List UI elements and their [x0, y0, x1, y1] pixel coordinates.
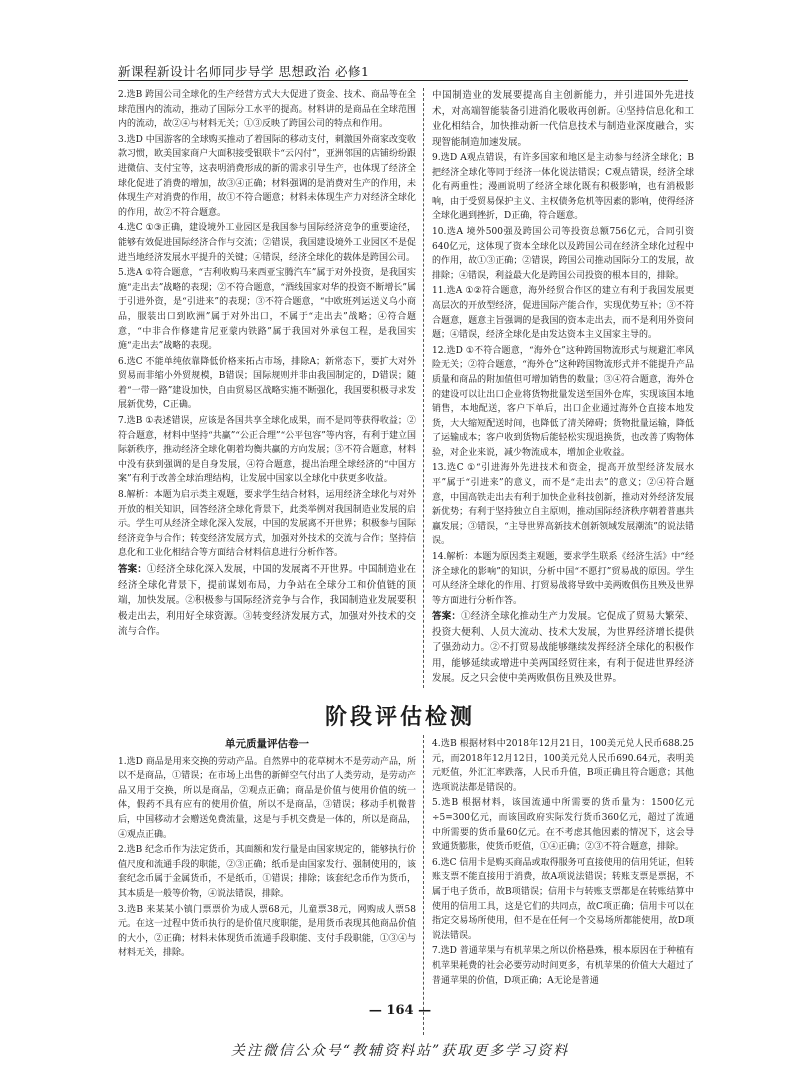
- answer-item: 2.选B 纪念币作为法定货币，其面额和发行量是由国家规定的，能够执行价值尺度和流通手段的职能，②③正确；纸币是由国家发行、强制使用的，该套纪念币属于金属货币，不是纸币，①错误；排除；该套纪念币作为货币，其本质是一般等价物，④说法错误，排除。: [118, 845, 416, 899]
- answer-item: 10.选A 境外500强及跨国公司等投资总额756亿元，合同引资640亿元，这体现了资本全球化以及跨国公司在经济全球化过程中的作用，故①③正确；②错误，跨国公司推动国际分工的发展，故排除；④错误，利益最大化是跨国公司投资的根本目的，排除。: [432, 226, 694, 281]
- answer-item: 7.选B ①表述错误，应该是各国共享全球化成果，而不是同等获得收益；②符合题意，材料中坚持“共赢”“公正合理”“公平包容”等内容，有利于建立国际新秩序，推动经济全球化朝着均衡共赢的方向发展；③不符合题意，材料中没有获到强调的是自身发展，④符合题意，提出治理全球经济的“中国方案”有利于改善全球治理结构，让发展中国家以全球化中获更多收益。: [118, 416, 416, 485]
- right-column-bottom: [432, 737, 694, 989]
- answer-item: 7.选D 普通苹果与有机苹果之所以价格悬殊，根本原因在于种植有机苹果耗费的社会必要劳动时间更多，有机苹果的价值大大超过了普通苹果的价值，D项正确；A无论是普通: [432, 946, 694, 986]
- answer-item: 9.选D A观点错误，有许多国家和地区是主动参与经济全球化；B把经济全球化等同于经济一体化说法错误；C观点错误，经济全球化有两重性；漫画说明了经济全球化既有积极影响，也有消极影响，由于受贸易保护主义、主权债务危机等因素的影响，使得经济全球化遇到挫折，D正确，符合题意。: [432, 153, 694, 222]
- answer-item: 4.选B 根据材料中2018年12月21日，100美元兑人民币688.25元，而2018年12月12日，100美元兑人民币690.64元，表明美元贬值，外汇汇率跌落，人民币升值，B项正确且符合题意；其他选项说法都是错误的。: [432, 739, 694, 793]
- answer-item: 11.选A ①②符合题意，海外经贸合作区的建立有利于我国发展更高层次的开放型经济，促进国际产能合作，实现优势互补；③不符合题意，题意主旨强调的是我国的资本走出去，而不是利用外资问题；④错误，经济全球化是由发达资本主义国家主导的。: [432, 286, 694, 341]
- section-title: 阶段评估检测: [324, 705, 475, 730]
- answer-item: 3.选B 来某某小镇门票票价为成人票68元，儿童票38元，网购成人票58元。在这一过程中货币执行的是价值尺度职能，是用货币表现其他商品价值的大小，②正确；材料未体现货币流通手段职能、支付手段职能，①③④与材料无关，排除。: [118, 904, 416, 959]
- answer-label: 答案：: [432, 611, 462, 623]
- running-header: 新课程新设计名师同步导学 思想政治 必修1: [118, 64, 370, 79]
- answer-item: 13.选C ①“引进海外先进技术和资金，提高开放型经济发展水平”属于“引进来”的意义，而不是“走出去”的意义；②④符合题意，中国高铁走出去有利于加快企业科技创新，推动对外经济发展新优势；有利于坚持独立自主原则，推动国际经济秩序朝着普惠共赢发展；③错误，“主导世界高新技术创新领域发展潮流”的说法错误。: [432, 463, 694, 547]
- answer-item: 5.选A ①符合题意，“吉利收购马来西亚宝腾汽车”属于对外投资，是我国实施“走出去”战略的表现；②不符合题意，“酒线国家对华的投资不断增长”属于引进外资，是“引进来”的表现；③不符合题意，“中欧班列运送义乌小商品，服装出口到欧洲”属于对外出口，不属于“走出去”战略；④符合题意，“中非合作修建肯尼亚蒙内铁路”属于我国对外承包工程，是我国实施“走出去”战略的表现。: [118, 268, 416, 352]
- answer-continuation: 中国制造业的发展要提高自主创新能力，并引进国外先进技术，对高端智能装备引进消化吸收再创新。④坚持信息化和工业化相结合，加快推动新一代信息技术与制造业深度融合，实现智能制造加速发展。: [432, 90, 694, 148]
- answer-item: 12.选D ①不符合题意，“海外仓”这种跨国物流形式与规避汇率风险无关；②符合题意，“海外仓”这种跨国物流形式并不能提升产品质量和商品的附加值但可增加销售的数量；③④符合题意，海外仓的建设可以让出口企业将货物批量发送至国外仓库，实现该国本地销售，本地配送，客户下单后，出口企业通过海外仓直接本地发货，大大缩短配送时间，也降低了清关障碍；货物批量运输，降低了运输成本；客户收到货物后能轻松实现退换货，也改善了购物体验，对企业来说，减少物流成本，增加企业收益。: [432, 345, 694, 458]
- answer-item: 6.选C 信用卡是购买商品或取得服务可直接使用的信用凭证，但转账支票不能直接用于消费，故A项说法错误；转账支票是票据，不属于电子货币，故B项错误；信用卡与转账支票都是在转账结算中使用的信用工具，这是它们的共同点，故C项正确；信用卡可以在指定交易场所使用，但不是在任何一个交易场所都能使用，故D项说法错误。: [432, 857, 694, 941]
- answer-label: 答案：: [118, 564, 147, 575]
- left-column-top: [118, 88, 416, 641]
- footer-note: 关注微信公众号“教辅资料站”获取更多学习资料: [230, 1043, 570, 1059]
- column-divider-bottom: [423, 735, 424, 1035]
- unit-title: 单元质量评估卷一: [225, 738, 309, 750]
- column-divider-top: [423, 88, 424, 688]
- answer-text: ①经济全球化推动生产力发展。它促成了贸易大繁荣、投资大便利、人员大流动、技术大发展，为世界经济增长提供了强劲动力。②不打贸易战能够继续发挥经济全球化的积极作用，能够延续或增进中美两国经贸往来，有利于促进世界经济发展。反之只会使中美两败俱伤且殃及世界。: [432, 611, 694, 685]
- answer-block: [432, 609, 694, 687]
- answer-item: 5.选B 根据材料，该国流通中所需要的货币量为：1500亿元÷5=300亿元，而该国政府实际发行货币360亿元，超过了流通中所需要的货币量60亿元。在不考虑其他因素的情况下，这会导致通货膨胀，使货币贬值，①④正确；②③不符合题意，排除。: [432, 798, 694, 853]
- answer-item: 4.选C ①③正确，建设境外工业园区是我国参与国际经济竞争的重要途径，能够有效促进国际经济合作与交流；②错误，我国建设境外工业园区不是促进当地经济发展水平提升的关键；④错误，经济全球化的载体是跨国公司。: [118, 223, 416, 263]
- answer-item: 8.解析：本题为启示类主观题，要求学生结合材料，运用经济全球化与对外开放的相关知识，回答经济全球化背景下，此类举例对我国制造业发展的启示。学生可从经济全球化深入发展，中国的发展离不开世界；积极参与国际经济竞争与合作；转变经济发展方式，加强对外技术的交流与合作；坚持信息化和工业化相结合等方面结合材料信息进行分析作答。: [118, 490, 416, 559]
- answer-item: 2.选B 跨国公司全球化的生产经营方式大大促进了资金、技术、商品等在全球范围内的流动，推动了国际分工水平的提高。材料讲的是商品在全球范围内的流动，故②④与材料无关；①③反映了跨国公司的特点和作用。: [118, 90, 416, 130]
- left-column-bottom: [118, 737, 416, 962]
- page-number: — 164 —: [368, 1003, 432, 1018]
- header-rule: [118, 80, 688, 81]
- answer-item: 3.选D 中国游客的全球购买推动了着国际的移动支付，刺激国外商家改变收款习惯，欧美国家商户大面积接受银联卡“云闪付”，亚洲邻国的店铺纷纷跟进微信、支付宝等，这表明消费形成的新的需求引导生产，也体现了经济全球化促进了消费的增加，故③④正确；材料强调的是消费对生产的作用，未体现生产对消费的作用，故①不符合题意；材料未体现生产力对经济全球化的作用，故②不符合题意。: [118, 134, 416, 218]
- answer-item: 6.选C 不能单纯依靠降低价格来拓占市场，排除A；新常态下，要扩大对外贸易而非缩小外贸规模，B错误；国际规则并非由我国制定的，D错误；随着“一带一路”建设加快，自由贸易区战略实施不断强化，我国要积极寻求发展新优势，C正确。: [118, 356, 416, 411]
- answer-block: [118, 562, 416, 640]
- answer-text: ①经济全球化深入发展，中国的发展离不开世界。中国制造业在经济全球化背景下，提前谋划布局，力争站在全球分工和价值链的顶端，加快发展。②积极参与国际经济竞争与合作，我国制造业发展要积极走出去，利用好全球资源。③转变经济发展方式，加强对外技术的交流与合作。: [118, 564, 416, 637]
- right-column-top: [432, 88, 694, 688]
- answer-item: 14.解析：本题为原因类主观题，要求学生联系《经济生活》中“经济全球化的影响”的知识，分析中国“不愿打”贸易战的原因。学生可从经济全球化的作用、打贸易战将导致中美两败俱伤且殃及世界等方面进行分析作答。: [432, 552, 694, 606]
- answer-item: 1.选D 商品是用来交换的劳动产品。自然界中的花草树木不是劳动产品，所以不是商品，①错误；在市场上出售的新鲜空气付出了人类劳动，是劳动产品又用于交换，所以是商品，②观点正确；商品是价值与使用价值的统一体，假药不具有应有的使用价值，所以不是商品，③错误；移动手机微普后，中国移动才会赠送免费流量，这是与手机交费是一体的，所以是商品，④观点正确。: [118, 756, 416, 840]
